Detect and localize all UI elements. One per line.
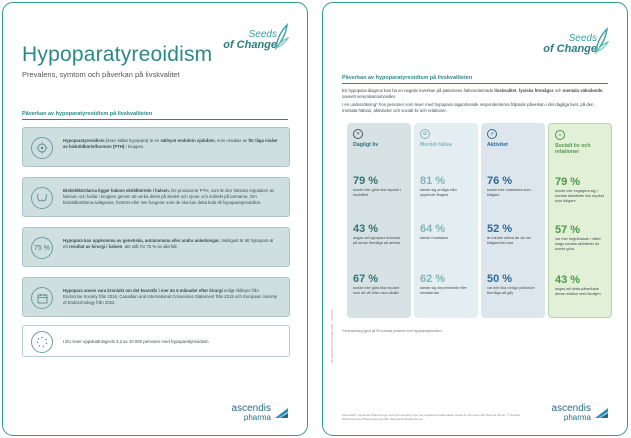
column-social-life xyxy=(548,123,612,318)
ascendis-word: ascendis xyxy=(551,403,591,414)
stat-desc: kände sig oroliga eller upplevde ångest xyxy=(420,188,457,197)
document-code: SE-SEEDSOFCHANGE-0001 · 03/2024 xyxy=(330,309,334,363)
stat-percent: 76 % xyxy=(487,175,513,187)
stat-desc: är mindre aktiva än de var tidigare/att vara xyxy=(487,236,531,245)
calendar-icon xyxy=(31,287,53,309)
stat-desc: kunde inte göra lika mycket i hushållet xyxy=(353,188,401,197)
column-label: Mentel hälsa xyxy=(420,142,452,148)
page-title: Hypoparatyreoidism xyxy=(22,43,213,66)
butterfly-icon xyxy=(273,21,289,51)
footnote: *Undersökning gjord på 90 svenska personer med hypoparatyreoidism xyxy=(342,329,442,333)
logo-word-seeds: Seeds xyxy=(568,33,597,44)
card-text: Hypopara anses vara kroniskt om det kvarstår i mer än 6 månader efter kirurgi enligt riktlinjer från Endocrine Society från 2016, Canadian and International Consensus Statement från 2019 och European Society of Endocrinology från 2022. xyxy=(63,288,278,306)
legal-text: Ascendis®, Ascendis Pharma logo och the company logo are registered trademarks owned by the Ascendis Pharma Group. © October 2024 Ascendis Pharma Europe AB. www.ascendispharma.se xyxy=(342,413,521,421)
page-right xyxy=(322,2,628,436)
people-icon: ☺ xyxy=(555,130,565,140)
stat-desc: angav att hypopara inverkar på deras förmåga att arbeta xyxy=(353,236,401,245)
stat-desc: kunde inte göra lika mycket som de vill eller vara vitalliv xyxy=(353,286,400,295)
ascendis-mark-icon xyxy=(594,407,609,419)
info-card-definition xyxy=(22,127,290,167)
brain-icon: ✿ xyxy=(420,129,430,139)
butterfly-icon xyxy=(593,25,609,55)
stat-percent: 43 % xyxy=(353,223,379,235)
thyroid-gland-icon xyxy=(31,187,53,209)
card-text: Hypoparatyreoidism (även kallat hypopara) är en sällsynt endokrin sjukdom, som orsakas av för låga nivåer av bisköldkörtelhormon (PTH) i kroppen. xyxy=(63,138,278,150)
stat-block xyxy=(487,175,539,198)
logo-word-change: of Change xyxy=(543,43,597,55)
seeds-of-change-logo xyxy=(537,25,609,65)
eu-flag-icon xyxy=(31,331,53,353)
stat-desc: kände frustration xyxy=(420,236,449,240)
section-heading: Påverkan av hypoparatyreoidism på livskvaliteten xyxy=(342,75,473,81)
stat-block xyxy=(420,175,472,198)
column-activity xyxy=(481,123,545,318)
stat-block xyxy=(353,273,405,296)
column-label: Dagligt liv xyxy=(353,142,379,148)
card-text: I EU lever uppskattningsvis 3,2 av 10 000 personer med hypoparatyreoidism. xyxy=(63,339,210,344)
stat-block xyxy=(487,223,539,246)
info-card-causes xyxy=(22,227,290,267)
seeds-of-change-logo xyxy=(217,21,289,61)
info-card-prevalence xyxy=(22,325,290,357)
card-text: Hypopara kan uppkomma av genetiska, autoimmuna eller andra anledningar. Vanligast är att hypopara är ett resultat av kirurgi i halsen, det står för 75 % av alla fall. xyxy=(63,238,274,250)
stat-percent: 62 % xyxy=(420,273,446,285)
logo-word-seeds: Seeds xyxy=(248,29,277,40)
stat-desc: var mer begränsade i vilket slags sociala aktiviteter de kunde göra xyxy=(555,237,601,251)
survey-paragraph: I en undersökning* hos personer som lever med hypopara rapporterade respondenterna följande påverkan i det dagliga livet, på den mentala hälsan, aktiviteter och socialt liv och relationer. xyxy=(342,102,594,113)
column-daily-life xyxy=(347,123,411,318)
stat-block xyxy=(420,223,472,241)
section-divider xyxy=(22,119,288,120)
stat-block xyxy=(555,224,605,251)
runner-icon: ➚ xyxy=(487,129,497,139)
stat-percent: 50 % xyxy=(487,273,513,285)
section-divider xyxy=(342,83,608,84)
stat-percent: 52 % xyxy=(487,223,513,235)
column-label: Socialt liv och relationer xyxy=(555,143,591,156)
stat-block xyxy=(353,175,405,198)
logo-word-change: of Change xyxy=(223,39,277,51)
ascendis-mark-icon xyxy=(274,407,289,419)
stat-percent: 67 % xyxy=(353,273,379,285)
stat-percent: 79 % xyxy=(353,175,379,187)
stat-percent: 81 % xyxy=(420,175,446,187)
stat-desc: var inte lika rörliga (inklusive förmåga att gå) xyxy=(487,286,535,295)
section-heading: Påverkan av hypoparatyreoidism på livskvaliteten xyxy=(22,111,153,117)
stat-desc: kunde inte motionera som tidigare xyxy=(487,188,531,197)
info-card-chronic xyxy=(22,277,290,317)
stat-desc: kände sig deprimerade eller nedstämda xyxy=(420,286,467,295)
parathyroid-icon xyxy=(31,137,53,159)
sun-icon: ☀ xyxy=(353,129,363,139)
stat-percent: 57 % xyxy=(555,224,581,236)
ascendis-logo xyxy=(539,403,609,425)
stat-desc: kunde inte engagera sig i sociala aktiviteter lika mycket som tidigare xyxy=(555,189,604,203)
stat-block xyxy=(555,176,605,203)
pharma-word: pharma xyxy=(243,413,271,422)
ascendis-logo xyxy=(219,403,289,425)
page-subtitle: Prevalens, symtom och påverkan på livskvalitet xyxy=(22,70,180,79)
stat-block xyxy=(353,223,405,246)
page-left xyxy=(2,2,308,436)
column-label: Aktivitet xyxy=(487,142,508,148)
stat-percent: 64 % xyxy=(420,223,446,235)
stat-desc: angav att detta påverkade deras relation med familjen xyxy=(555,287,601,296)
column-mental-health xyxy=(414,123,478,318)
card-text: Bisköldkörtlarna ligger bakom sköldkörteln i halsen. De producerar PTH, som är den främsta regulatorn av kalcium och fosfat i kroppen genom att verka direkt på skelett och njurar och indirekt på tarmarna. Om bisköldkörtlarna avlägsnas, förstörs eller inte fungerar som de ska kan detta leda till hypoparatyreoidism. xyxy=(63,188,275,206)
stat-percent: 79 % xyxy=(555,176,581,188)
info-card-glands xyxy=(22,177,290,217)
stat-block xyxy=(487,273,539,296)
intro-paragraph: En hypopara-diagnos kan ha en negativ inverkan på patientens hälsorelaterade livskvalitet, fysiska förmågor och mentala välmående, oavsett serumkalciumnivåer. xyxy=(342,88,604,99)
ascendis-word: ascendis xyxy=(231,403,271,414)
stat-block xyxy=(555,274,605,297)
stat-percent: 43 % xyxy=(555,274,581,286)
percent-badge: 75 % xyxy=(31,237,53,259)
pharma-word: pharma xyxy=(563,413,591,422)
stat-block xyxy=(420,273,472,296)
